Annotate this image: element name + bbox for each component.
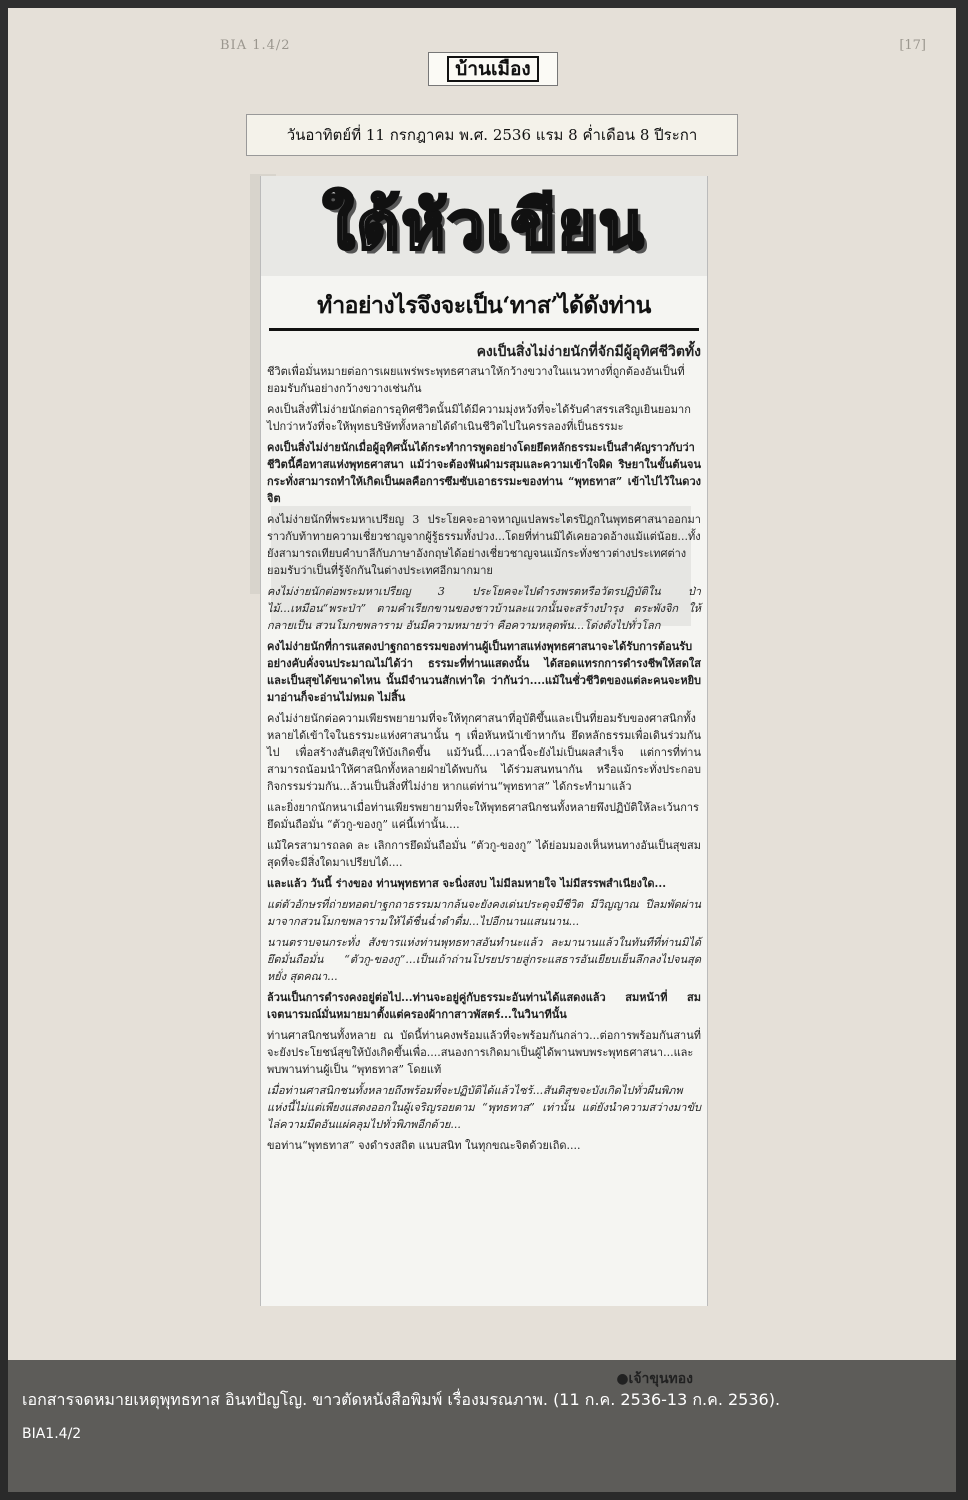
article-body [267,344,701,1158]
caption-text: เอกสารจดหมายเหตุพุทธทาส อินทปัญโญ. ขาวตัดหนังสือพิมพ์ เรื่องมรณภาพ. (11 ก.ค. 2536-13 ก.ค. 2536). [22,1390,781,1409]
article-paragraph: นานตราบจนกระทั่ง สังขารแห่งท่านพุทธทาสอันทำนะแล้ว ละมานานแล้วในทันทีที่ท่านมิได้ยึดมั่นถือมั่น “ตัวกู-ของกู”...เป็นเถ้าถ่านโปรยปรายสู่กระแสธารอันเยียบเย็นลึกลงไปจนสุดหยั่ง สุดคณา... [267,936,701,983]
pencil-note-page-number: [17] [899,38,926,53]
caption-archive-id: BIA1.4/2 [22,1426,82,1442]
article-paragraph: เมื่อท่านศาสนิกชนทั้งหลายถึงพร้อมที่จะปฏิบัติได้แล้วไซร้...สันติสุขจะบังเกิดไปทั่วผืนพิภพแห่งนี้ไม่แต่เพียงแสดงออกในผู้เจริญรอยตาม “พุทธทาส” เท่านั้น แต่ยังนำความสว่างมาขับไล่ความมืดอันแผ่คลุมไปทั่วพิภพอีกด้วย... [267,1084,701,1131]
article-clipping [260,176,708,1306]
article-headline: ทำอย่างไรจึงจะเป็น‘ทาส’ได้ดังท่าน [269,288,699,331]
article-paragraph: คงเป็นสิ่งไม่ง่ายนักเมื่อผู้อุทิศนั้นได้กระทำการพูดอย่างโดยยึดหลักธรรมะเป็นสำคัญราวกับว่าชีวิตนี้คือทาสแห่งพุทธศาสนา แม้ว่าจะต้องฟันฝ่ามรสุมและความเข้าใจผิด ริษยาในขั้นต้นจนกระทั่งสามารถทำให้เกิดเป็นผลคือการซึมซับเอาธรรมะของท่าน “พุทธทาส” เข้าไปไว้ในดวงจิต [267,441,701,505]
article-paragraph: ขอท่าน“พุทธทาส” จงดำรงสถิต แนบสนิท ในทุกขณะจิตด้วยเถิด.... [267,1139,581,1152]
article-paragraph: แต่ตัวอักษรที่ถ่ายทอดปาฐกถาธรรมมากล้นจะยังคงเด่นประดุจมีชีวิต มีวิญญาณ ปีลมพัดผ่านมาจากสวนโมกขพลารามให้ได้ชื่นฉ่ำดำดื่ม...ไปอีกนานแสนนาน... [267,898,701,928]
article-lead: คงเป็นสิ่งไม่ง่ายนักที่จักมีผู้อุทิศชีวิตทั้ง [476,344,701,360]
article-paragraph: คงเป็นสิ่งที่ไม่ง่ายนักต่อการอุทิศชีวิตนั้นมิได้มีความมุ่งหวังที่จะได้รับคำสรรเสริญเยินยอมากไปกว่าหวังที่จะให้พุทธบริษัททั้งหลายได้ดำเนินชีวิตไปในครรลองที่เป็นธรรมะ [267,403,691,433]
article-paragraph: และยิ่งยากนักหนาเมื่อท่านเพียรพยายามที่จะให้พุทธศาสนิกชนทั้งหลายพึงปฏิบัติให้ละเว้นการยึดมั่นถือมั่น “ตัวกู-ของกู” แค่นี้เท่านั้น.... [267,801,699,831]
article-paragraph: คงไม่ง่ายนักต่อพระมหาเปรียญ 3 ประโยคจะไปดำรงพรตหรือวัตรปฏิบัติใน ป่าไม้...เหมือน“พระป่า” ตามคำเรียกขานของชาวบ้านละแวกนั้นจะสร้างบำรุง ตระพังจิก ให้กลายเป็น สวนโมกขพลาราม อันมีความหมายว่า คือความหลุดพ้น...โด่งดังไปทั่วโลก [267,585,701,632]
newspaper-masthead: บ้านเมือง [447,56,538,82]
article-paragraph: ท่านศาสนิกชนทั้งหลาย ณ บัดนี้ท่านคงพร้อมแล้วที่จะพร้อมกันกล่าว...ต่อการพร้อมกันสานที่จะยังประโยชน์สุขให้บังเกิดขึ้นเพื่อ....สนองการเกิดมาเป็นผู้ได้พานพบพระพุทธศาสนา...และพบพานท่านผู้เป็น “พุทธทาส” โดยแท้ [267,1029,701,1076]
article-paragraph: คงไม่ง่ายนักที่พระมหาเปรียญ 3 ประโยคจะอาจหาญแปลพระไตรปิฎกในพุทธศาสนาออกมาราวกับท้าทายความเชี่ยวชาญจากผู้รู้ธรรมทั้งปวง...โดยที่ท่านมิได้เคยอวดอ้างแม้แต่น้อย...ทั้งยังสามารถเทียบคำบาลีกับภาษาอังกฤษได้อย่างเชี่ยวชาญจนแม้กระทั่งชาวต่างประเทศต่างยอมรับว่าเป็นที่รู้จักกันในต่างประเทศอีกมากมาย [267,513,701,577]
article-paragraph: และแล้ว วันนี้ ร่างของ ท่านพุทธทาส จะนิ่งสงบ ไม่มีลมหายใจ ไม่มีสรรพสำเนียงใด... [267,877,667,890]
archive-sheet [8,8,956,1492]
article-paragraph: ล้วนเป็นการดำรงคงอยู่ต่อไป...ท่านจะอยู่คู่กับธรรมะอันท่านได้แสดงแล้ว สมหน้าที่ สมเจตนารมณ์มั่นหมายมาตั้งแต่ครองผ้ากาสาวพัสตร์...ในวินาทีนั้น [267,991,701,1021]
column-title-block [319,180,649,270]
caption-overlay [0,1360,968,1500]
article-paragraph: ชีวิตเพื่อมั่นหมายต่อการเผยแพร่พระพุทธศาสนาให้กว้างขวางในแนวทางที่ถูกต้องอันเป็นที่ยอมรับกันอย่างกว้างขวางเช่นกัน [267,365,685,395]
newspaper-masthead-clipping [428,52,558,86]
dateline-clipping: วันอาทิตย์ที่ 11 กรกฎาคม พ.ศ. 2536 แรม 8 ค่ำเดือน 8 ปีระกา [246,114,738,156]
article-paragraph: แม้ใครสามารถลด ละ เลิกการยึดมั่นถือมั่น “ตัวกู-ของกู” ได้ย่อมมองเห็นหนทางอันเป็นสุขสมสุดที่จะมีสิ่งใดมาเปรียบได้.... [267,839,701,869]
article-paragraph: คงไม่ง่ายนักต่อความเพียรพยายามที่จะให้ทุกศาสนาที่อุบัติขึ้นและเป็นที่ยอมรับของศาสนิกทั้งหลายได้เข้าใจในธรรมะแห่งศาสนานั้น ๆ เพื่อหันหน้าเข้าหากัน ยึดหลักธรรมเพื่อเดินร่วมกันไป เพื่อสร้างสันติสุขให้บังเกิดขึ้น แม้วันนี้....เวลานี้จะยังไม่เป็นผลสำเร็จ แต่การที่ท่านสามารถน้อมนำให้ศาสนิกทั้งหลายฝ่ายได้พบกัน ได้ร่วมสนทนากัน หรือแม้กระทั่งประกอบกิจกรรมร่วมกัน...ล้วนเป็นสิ่งที่ไม่ง่าย หากแต่ท่าน“พุทธทาส” ได้กระทำมาแล้ว [267,712,701,793]
article-paragraph: คงไม่ง่ายนักที่การแสดงปาฐกถาธรรมของท่านผู้เป็นทาสแห่งพุทธศาสนาจะได้รับการต้อนรับอย่างคับคั่งจนประมาณไม่ได้ว่า ธรรมะที่ท่านแสดงนั้น ได้สอดแทรกการดำรงชีพให้สดใส และเป็นสุขได้ขนาดไหน นั้นมีจำนวนสักเท่าใด ว่ากันว่า....แม้ในชั่วชีวิตของแต่ละคนจะหยิบมาอ่านก็จะอ่านไม่หมด ไม่สิ้น [267,640,701,704]
column-title: ใต้หัวเขียน [322,186,646,264]
pencil-note-archive-code: BIA 1.4/2 [220,38,291,53]
